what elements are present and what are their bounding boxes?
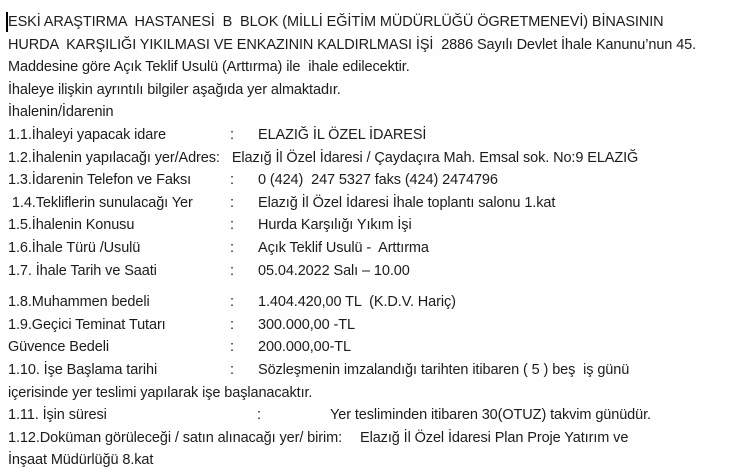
row-value: Elazığ İl Özel İdaresi İhale toplantı salonu 1.kat <box>258 194 556 211</box>
row-value: Sözleşmenin imzalandığı tarihten itibaren ( 5 ) beş iş günü <box>258 361 630 378</box>
row-separator: : <box>230 126 234 143</box>
row-separator: : <box>230 217 234 234</box>
tender-detail-row <box>8 260 726 283</box>
row-separator: : <box>230 262 234 279</box>
row-value: 300.000,00 -TL <box>258 316 355 333</box>
row-value-continuation: İnşaat Müdürlüğü 8.kat <box>8 452 154 469</box>
intro-line: HURDA KARŞILIĞI YIKILMASI VE ENKAZININ KALDIRLMASI İŞİ 2886 Sayılı Devlet İhale Kanunu’nun 45. <box>8 36 697 53</box>
tender-detail-row <box>8 214 726 237</box>
row-separator: : <box>230 194 234 211</box>
row-value: Hurda Karşılığı Yıkım İşi <box>258 217 412 234</box>
row-label: 1.4.Tekliflerin sunulacağı Yer <box>8 194 193 211</box>
row-separator: : <box>230 339 234 356</box>
row-label: 1.1.İhaleyi yapacak idare <box>8 126 166 143</box>
row-separator: : <box>230 294 234 311</box>
tender-detail-row <box>8 147 726 170</box>
row-label: 1.10. İşe Başlama tarihi <box>8 361 158 378</box>
tender-detail-row <box>8 169 726 192</box>
row-label: 1.6.İhale Türü /Usulü <box>8 239 141 256</box>
tender-detail-row <box>8 192 726 215</box>
text-cursor <box>6 12 8 32</box>
row-label: 1.5.İhalenin Konusu <box>8 217 135 234</box>
tender-detail-row <box>8 237 726 260</box>
row-separator: : <box>230 361 234 378</box>
intro-line: Maddesine göre Açık Teklif Usulü (Arttırma) ile ihale edilecektir. <box>8 59 410 76</box>
row-value: Açık Teklif Usulü - Arttırma <box>258 239 429 256</box>
tender-detail-row <box>8 124 726 147</box>
row-value: ELAZIĞ İL ÖZEL İDARESİ <box>258 126 427 143</box>
intro-line: ESKİ ARAŞTIRMA HASTANESİ B BLOK (MİLLİ EĞİTİM MÜDÜRLÜĞÜ ÖGRETMENEVİ) BİNASININ <box>8 14 664 30</box>
row-value: 05.04.2022 Salı – 10.00 <box>258 262 410 279</box>
row-label: 1.12.Doküman görüleceği / satın alınacağı yer/ birim: <box>8 429 343 446</box>
section-heading: İhalenin/İdarenin <box>8 104 114 121</box>
row-value: 0 (424) 247 5327 faks (424) 2474796 <box>258 172 498 189</box>
row-label: 1.2.İhalenin yapılacağı yer/Adres: <box>8 149 220 166</box>
row-label: 1.7. İhale Tarih ve Saati <box>8 262 157 279</box>
row-label: 1.11. İşin süresi <box>8 407 107 424</box>
row-separator: : <box>230 239 234 256</box>
row-label: 1.3.İdarenin Telefon ve Faksı <box>8 172 192 189</box>
row-separator: : <box>257 407 261 424</box>
tender-detail-row <box>8 427 726 450</box>
row-value-continuation: içerisinde yer teslimi yapılarak işe başlanacaktır. <box>8 384 313 401</box>
row-label: 1.8.Muhammen bedeli <box>8 294 150 311</box>
row-label: 1.9.Geçici Teminat Tutarı <box>8 316 166 333</box>
tender-detail-row <box>8 291 726 314</box>
row-label: Güvence Bedeli <box>8 339 109 356</box>
tender-detail-row <box>8 314 726 337</box>
tender-detail-row <box>8 336 726 359</box>
row-separator: : <box>230 316 234 333</box>
row-value: Yer tesliminden itibaren 30(OTUZ) takvim günüdür. <box>330 407 651 424</box>
row-value: Elazığ İl Özel İdaresi / Çaydaçıra Mah. Emsal sok. No:9 ELAZIĞ <box>231 149 639 166</box>
row-value: 1.404.420,00 TL (K.D.V. Hariç) <box>258 294 456 311</box>
row-value: 200.000,00-TL <box>258 339 352 356</box>
intro-line: İhaleye ilişkin ayrıntılı bilgiler aşağıda yer almaktadır. <box>8 81 341 98</box>
row-value: Elazığ İl Özel İdaresi Plan Proje Yatırım ve <box>360 429 629 446</box>
tender-detail-row <box>8 359 726 382</box>
row-separator: : <box>230 172 234 189</box>
tender-detail-row <box>8 404 726 427</box>
